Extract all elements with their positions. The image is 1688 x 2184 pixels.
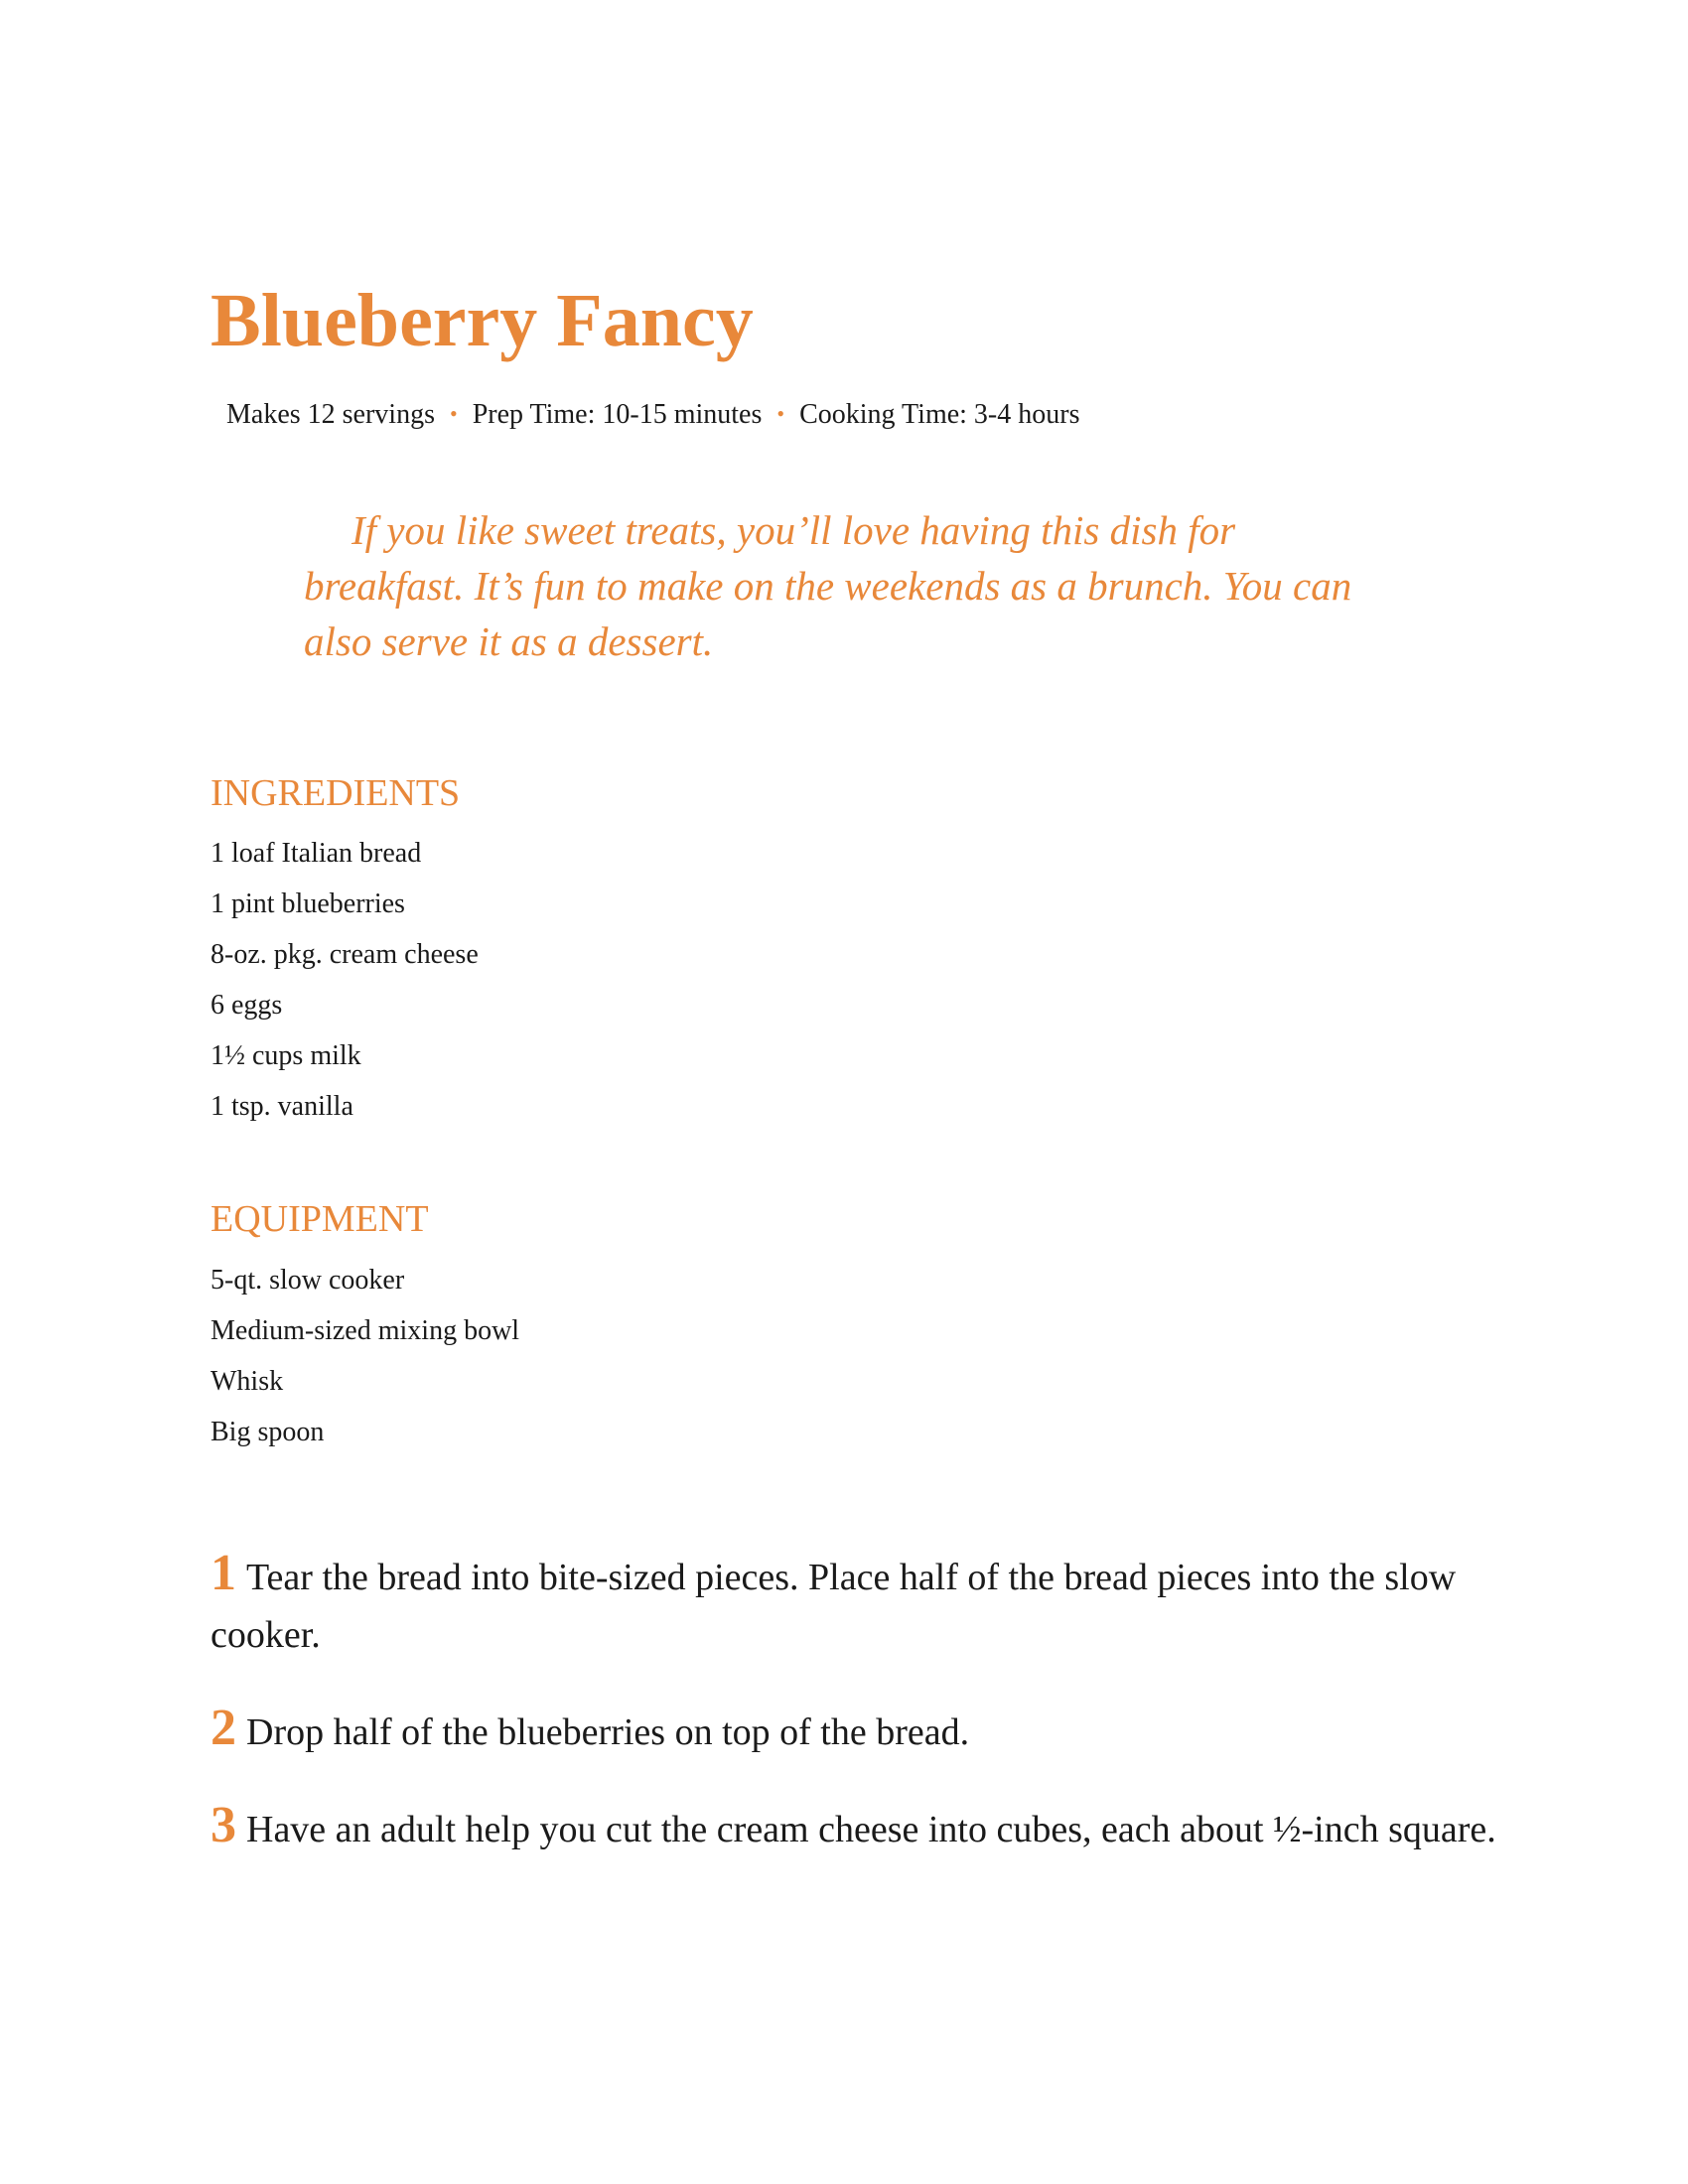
recipe-title: Blueberry Fancy <box>211 279 754 362</box>
step-text: Tear the bread into bite-sized pieces. Place half of the bread pieces into the slow cooker. <box>211 1557 1457 1656</box>
equipment-item: Whisk <box>211 1366 284 1397</box>
servings: Makes 12 servings <box>226 399 435 430</box>
ingredient-item: 8-oz. pkg. cream cheese <box>211 939 479 970</box>
bullet-separator-icon: • <box>776 401 785 426</box>
step-item <box>211 1700 1501 1761</box>
equipment-item: 5-qt. slow cooker <box>211 1265 405 1296</box>
prep-time: Prep Time: 10-15 minutes <box>472 399 763 430</box>
step-number: 1 <box>211 1545 236 1601</box>
step-text: Drop half of the blueberries on top of the bread. <box>246 1711 970 1753</box>
step-text: Have an adult help you cut the cream cheese into cubes, each about ½-inch square. <box>246 1809 1496 1850</box>
steps-list <box>211 1545 1501 1894</box>
cooking-time: Cooking Time: 3-4 hours <box>799 399 1080 430</box>
ingredient-item: 1 loaf Italian bread <box>211 838 422 869</box>
ingredient-item: 1 pint blueberries <box>211 888 405 919</box>
equipment-list <box>211 1255 519 1457</box>
ingredients-list <box>211 828 479 1132</box>
equipment-heading: EQUIPMENT <box>211 1198 429 1240</box>
step-item <box>211 1797 1501 1858</box>
ingredient-item: 1 tsp. vanilla <box>211 1091 353 1122</box>
bullet-separator-icon: • <box>449 401 458 426</box>
step-number: 3 <box>211 1797 236 1853</box>
equipment-item: Big spoon <box>211 1417 325 1447</box>
equipment-item: Medium-sized mixing bowl <box>211 1315 520 1346</box>
recipe-meta <box>226 399 1079 431</box>
step-item <box>211 1545 1501 1664</box>
ingredient-item: 1½ cups milk <box>211 1040 361 1071</box>
step-number: 2 <box>211 1700 236 1756</box>
ingredients-heading: INGREDIENTS <box>211 772 461 814</box>
recipe-intro: If you like sweet treats, you’ll love having this dish for breakfast. It’s fun to make on the weekends as a brunch. You can also serve it as a dessert. <box>304 507 1352 664</box>
ingredient-item: 6 eggs <box>211 990 283 1021</box>
